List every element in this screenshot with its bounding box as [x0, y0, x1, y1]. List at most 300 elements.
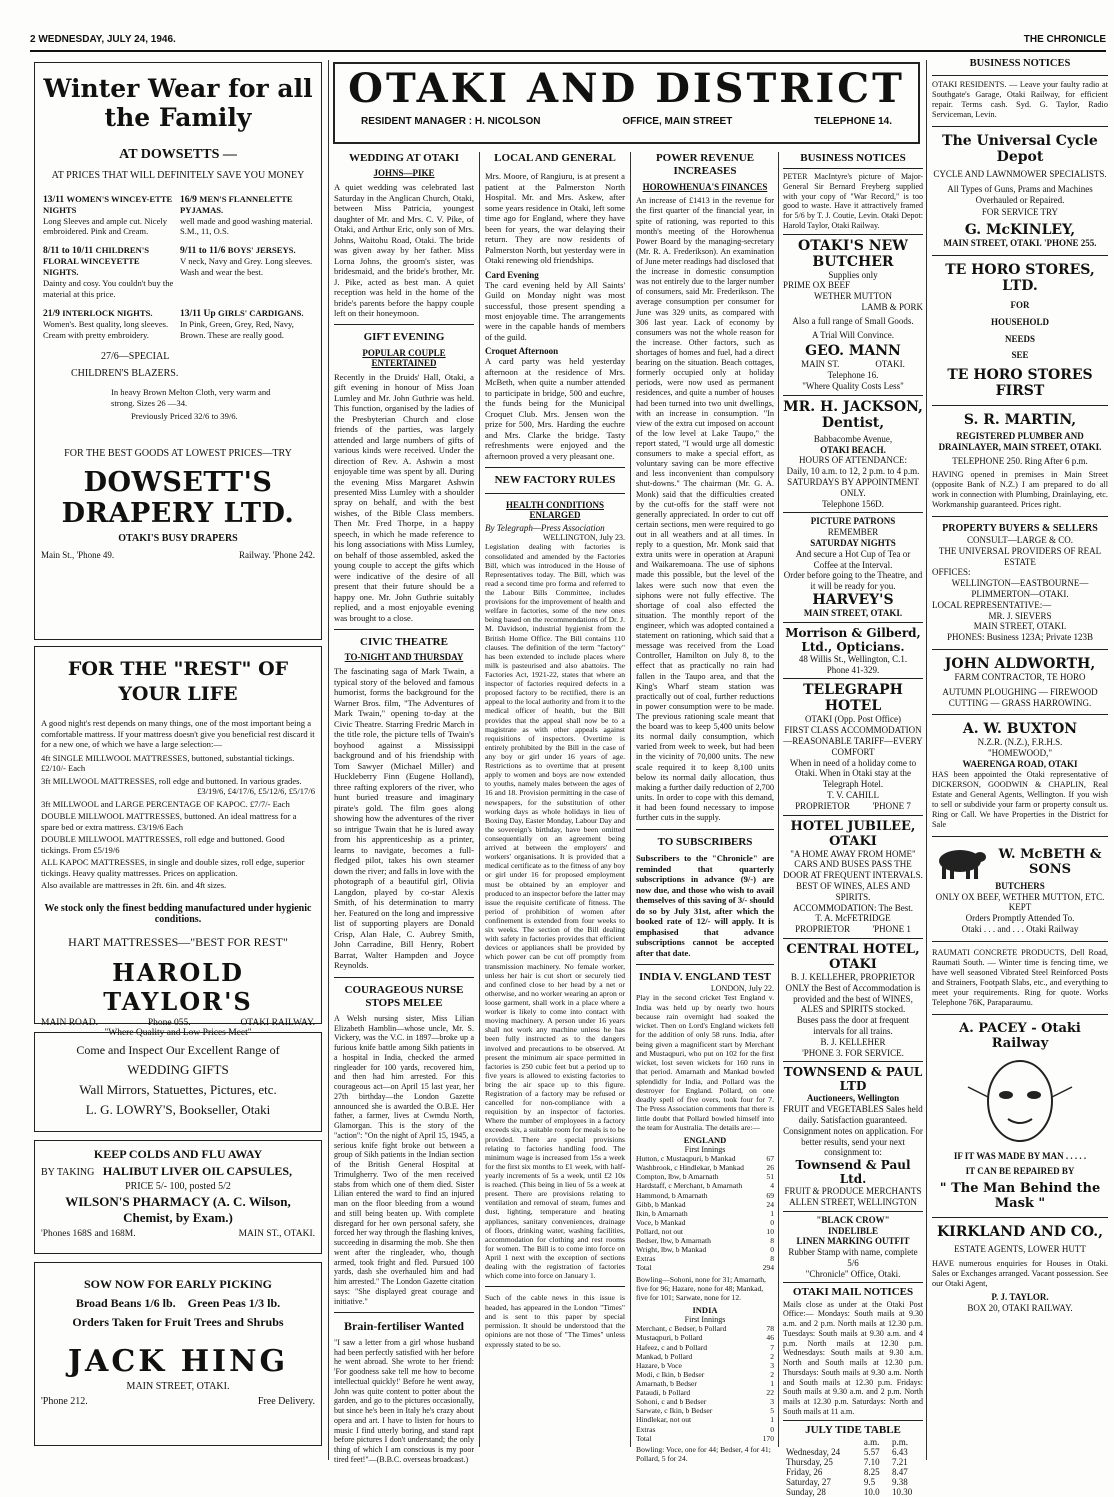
item-name: MEN'S FLANNELETTE PYJAMAS.	[180, 193, 293, 215]
score-runs: 46	[766, 1333, 774, 1343]
civic-text: The fascinating saga of Mark Twain, a typical story of the beloved and famous humorist, forms the background for the Warner Bros. film, "The Adventures of Mark Twain," opening to-day at the Civic Theatre. Starring Fredric March in the title role, the picture tells of Twain's boyhood against a Mississippi background and of his friendship with Tom Sawyer (Michael Miller) and Huckleberry Finn (Eugene Holland), three rafting explorers of the river, who hunt buried treasure and imaginary pirate's gold. The film goes along showing how the adventures of the river so intrigue Twain that he is lured away from his apprenticeship as a printer, learns to navigate, becomes a full-fledged pilot, takes his own steamer down the river; and falls in love with the photograph of a beautiful girl, Olivia Langdon, played by co-star Alexis Smith, of his determination to marry her. Featured on the long and impressive list of supporting players are Donald Crisp, Alan Hale, C. Aubrey Smith, John Carradine, Bill Henry, Robert Barrat, Walter Hampden and Joyce Reynolds.	[334, 666, 474, 971]
gift-head: GIFT EVENING	[363, 331, 445, 344]
martin-line: HAVING opened in premises in Main Street (opposite Bank of N.Z.) I am prepared to do all work in connection with Plumbing, Drainlaying, etc. Workmanship guaranteed. Prices right.	[932, 469, 1108, 509]
score-runs: 78	[766, 1324, 774, 1334]
raumati-notice: RAUMATI CONCRETE PRODUCTS, Dell Road, Raumati South. — Winter time is fencing time, we have well seasoned Vibrated Steel Reinforced Posts and Strainers, Footpath Slabs, etc., and everything to meet your requirements. Ring for quote. Works Telephone 76K, Paraparaumu.	[932, 947, 1108, 1008]
score-batsman: Hazare, b Voce	[636, 1360, 682, 1370]
score-batsman: Hindlekar, not out	[636, 1415, 692, 1425]
score-row	[636, 1361, 774, 1370]
taylor-hart: HART MATTRESSES—"BEST FOR REST"	[68, 934, 288, 949]
crow-line: "BLACK CROW"	[816, 1214, 890, 1225]
townsend-line: FRUIT & PRODUCE MERCHANTS ALLEN STREET, WELLINGTON	[784, 1186, 922, 1207]
score-row	[636, 1163, 774, 1172]
wilson-l1: KEEP COLDS AND FLU AWAY	[93, 1147, 263, 1161]
jubilee-line: "A HOME AWAY FROM HOME"	[790, 848, 916, 859]
mask-line: IF IT WAS MADE BY MAN . . . . .	[953, 1151, 1087, 1162]
lowry-l2: WEDDING GIFTS	[127, 1062, 229, 1077]
score-row	[636, 1388, 774, 1397]
factory-text: Legislation dealing with factories is consolidated and amended by the Factories Bill, which was introduced in the House of Representatives today. The Bill, which was read a second time pro forma and referred to the Labour Bills Committee, includes provisions for the improvement of health and welfare in factories, some of the new ones being based on the recommendations of Dr. J. M. Davidson, industrial hygienist from the British Home Office. The Bill contains 110 clauses. The definition of the term "factory" has been extended to include places where milk is pasteurised and also abattoirs. The Factories Act, 1921-22, states that where an inspector of factories required defects in a proposed factory to be rectified, there is an appeal to the local authority and from it to the medical officer of health, but the Bill provides that the appeal shall now be to a magistrate as with other appeals against requisitions of inspectors. Overtime is entirely prohibited by the Bill in the case of any boy or girl under 16 years of age. Restrictions as to overtime that at present apply to women and boys are now extended to youths, namely males between the ages of 16 and 18. Provision permitting in the case of newspapers, for the substitution of other working days as whole holidays in lieu of Boxing Day, Easter Monday, Labour Day and the sovereign's birthday, have been omitted consequentially on an agreement being arrived at between the employers' and workers' organisations. It is provided that a medical certificate as to the fitness of any boy or girl under 16 for proposed employment must be obtained by an employer and produced to an inspector before the latter may issue the requisite certificate of fitness. The period of prohibition of women after confinement is extended from four weeks to six weeks. The section of the Bill dealing with safety in factories provides that efficient devices or appliances shall be provided by which power can be cut off promptly from transmission machinery. No female worker, unless her hair is cut short or securely tied and confined close to her head by a net or otherwise, and no worker wearing an apron or loose garment, shall work in a place where a worker is likely to come into contact with moving machinery. A person under 16 years shall not work any machine unless he has been fully instructed as to the dangers involved and precautions to be observed. At present the minimum air space permitted in factories is 250 cubic feet but a period up to five years is allowed to existing factories to bring the air space up to this figure. Registration of a factory may be refused or cancelled for non-compliance with a requisition by an inspector of factories. Where the number of employees in a factory exceeds six, a suitable room for meals is to be provided. There are special provisions relating to factories handling food. The minimum wage is increased from 15s a week for the first six months to £1 week, with half-yearly increments of 5s a week, until £2 10s is reached. (This being in lieu of 5s a week at present. There are provisions relating to ventilation and removal of steam, fumes and dust, lighting, temperature and heating appliances, sanitary conveniences, drainage of floors, drinking water, washing facilities, accommodation for clothing and rest rooms for women. The Bill is to come into force on April 1 next with the exception of sections dealing with the registration of factories which come into force on January 1.	[485, 542, 626, 1281]
cycle-line: MAIN STREET, OTAKI. 'PHONE 255.	[943, 238, 1097, 249]
crow-line: INDELIBLE	[827, 1225, 879, 1236]
item-desc: well made and good washing material. S.M., 11, O.S.	[180, 215, 313, 236]
jubilee-line: PROPRIETOR 'PHONE 1	[795, 924, 911, 935]
news-col-4	[783, 152, 923, 1497]
wilson-product: HALIBUT LIVER OIL CAPSULES,	[102, 1164, 293, 1178]
factory-dateline: WELLINGTON, July 23.	[542, 533, 625, 543]
score-batsman: Sohoni, c and b Bedser	[636, 1397, 707, 1407]
picture-line: And secure a Hot Cup of Tea or Coffee at the Interval.	[795, 548, 911, 570]
picture-line: SATURDAY NIGHTS	[810, 538, 896, 549]
buxton-line: HAS been appointed the Otaki representative of DICKERSON, GOODWIN & CHAPLIN, Real Estate and General Agents, Wellington. If you wish to sell or subdivide your farm or property consult us. Ring or Call. We have Properties in the District for Sale	[932, 769, 1108, 829]
tide-am: 8.25	[863, 1466, 880, 1477]
lowry-l1: Come and Inspect Our Excellent Range of	[76, 1043, 280, 1057]
tide-pm: 7.21	[892, 1456, 908, 1467]
col-separator	[778, 152, 779, 1447]
martin-line: REGISTERED PLUMBER AND DRAINLAYER, MAIN STREET, OTAKI.	[938, 431, 1102, 452]
score-runs: 8	[770, 1236, 774, 1246]
item-price: 13/11	[43, 194, 65, 205]
score-runs: 8	[770, 1254, 774, 1264]
item-desc: Dainty and cosy. You couldn't buy the material at this price.	[43, 278, 174, 299]
mann-line: MAIN ST. OTAKI.	[801, 359, 905, 370]
dowsett-blazers-desc: In heavy Brown Melton Cloth, very warm and strong. Sizes 26 —34.	[111, 387, 271, 408]
score-runs: 5	[770, 1406, 774, 1416]
score-batsman: Wright, lbw, b Mankad	[636, 1245, 707, 1255]
right-bn-head: BUSINESS NOTICES	[969, 58, 1071, 69]
telegraph-name: TELEGRAPH HOTEL	[803, 682, 903, 715]
hing-name: JACK HING	[67, 1344, 289, 1379]
local-text: Mrs. Moore, of Rangiuru, is at present a patient at the Palmerston North Hospital. Mr. and Mrs. Askew, after some years residence in Otaki, left some time ago for England, where they have been for years, the war delaying their return. They are now residents of Palmerston North, but yesterday were in Otaki renewing old friendships.	[485, 171, 625, 266]
taylor-line: £3/19/6, £4/17/6, £5/12/6, £5/17/6	[197, 786, 315, 797]
mcbeth-line: ONLY OX BEEF, WETHER MUTTON, ETC. KEPT	[935, 891, 1105, 913]
score-row	[636, 1263, 774, 1272]
score-runs: 2	[770, 1351, 774, 1361]
taylor-addr2: Phone 055.	[147, 1017, 191, 1028]
townsend-line: FRUIT and VEGETABLES Sales held daily. Satisfaction guaranteed. Consignment notes on application. For better results, send your next consignment to:	[783, 1104, 923, 1158]
dowsett-special: 27/6—SPECIAL	[101, 351, 170, 363]
hing-delivery: Free Delivery.	[257, 1396, 315, 1407]
score-batsman: Washbrook, c Hindlekar, b Mankad	[636, 1163, 744, 1173]
hing-phone: 'Phone 212.	[41, 1396, 88, 1407]
score-runs: 3	[770, 1360, 774, 1370]
nurse-head: COURAGEOUS NURSE STOPS MELEE	[344, 983, 464, 1009]
tehoro-line: FOR	[1010, 300, 1030, 311]
kirkland-line: HAVE numerous enquiries for Houses in Otaki. Sales or Exchanges arranged. Vacant possession. See our Otaki Agent,	[932, 1258, 1108, 1289]
card-text: The card evening held by All Saints' Guild on Monday night was most successful, those present spending a most enjoyable time. The arrangements were in the capable hands of members of the guild.	[485, 279, 625, 342]
score-runs: 170	[762, 1433, 774, 1443]
wilson-name: WILSON'S PHARMACY (A. C. Wilson, Chemist, by Exam.)	[65, 1194, 291, 1225]
score-batsman: Extras	[636, 1254, 656, 1264]
butcher-line: A Trial Will Convince.	[812, 329, 894, 340]
buxton-line: WAERENGA ROAD, OTAKI	[962, 758, 1078, 769]
page-header	[30, 34, 1106, 50]
dowsett-blazers: CHILDREN'S BLAZERS.	[71, 368, 179, 380]
item-name: INTERLOCK NIGHTS.	[62, 308, 153, 319]
crow-line: LINEN MARKING OUTFIT	[796, 1236, 910, 1247]
mann-line: "Where Quality Costs Less"	[802, 381, 904, 392]
jubilee-name: HOTEL JUBILEE, OTAKI	[790, 818, 916, 849]
taylor-line: DOUBLE MILLWOOL MATTRESSES, buttoned. An ideal mattress for a spare bed or extra mattress. £3/19/6 Each	[41, 811, 297, 832]
score-runs: 0	[770, 1217, 774, 1227]
townsend-line: Townsend & Paul Ltd.	[795, 1158, 911, 1187]
jackson-line: Babbacombe Avenue,	[813, 433, 893, 444]
score-runs: 22	[766, 1388, 774, 1398]
aldworth-name: JOHN ALDWORTH,	[944, 656, 1096, 672]
jackson-line: Daily, 10 a.m. to 12, 2 p.m. to 4 p.m.	[786, 466, 920, 477]
score-runs: 7	[770, 1342, 774, 1352]
brain-head: Brain-fertiliser Wanted	[344, 1319, 464, 1334]
score-batsman: Ikin, b Amarnath	[636, 1208, 688, 1218]
morrison-line: 48 Willis St., Wellington, C.1.	[798, 653, 908, 664]
hing-l2: Broad Beans 1/6 lb. Green Peas 1/3 lb.	[75, 1296, 281, 1310]
tide-col	[783, 1437, 861, 1447]
dowsett-items	[41, 193, 315, 342]
harvey-name: HARVEY'S	[812, 592, 894, 609]
score-row	[636, 1181, 774, 1190]
dowsett-at: AT DOWSETTS —	[119, 146, 237, 162]
col-separator	[630, 152, 631, 1447]
taylor-line: 3ft MILLWOOL MATTRESSES, roll edge and buttoned. In various grades.	[41, 775, 302, 786]
croquet-text: A card party was held yesterday afternoon at the residence of Mrs. McBeth, when quite a number attended to participate in bridge, 500 and euchre, the funds being for the Municipal Croquet Club. Mrs. Jensen won the prize for 500, Mrs. Harding the euchre and Mrs. Clarke the bridge. Tasty refreshments were enjoyed and the afternoon proved a very pleasant one.	[485, 356, 625, 461]
prop-line: MAIN STREET, OTAKI.	[973, 621, 1067, 632]
score-row	[636, 1434, 774, 1443]
taylor-intro: A good night's rest depends on many things, one of the most important being a comfortable mattress. If your mattress doesn't give you beneficial rest discard it for a new one, of which we have a large selection:—	[41, 718, 315, 750]
martin-line: TELEPHONE 250. Ring After 6 p.m.	[952, 455, 1088, 466]
score-runs: 26	[766, 1163, 774, 1173]
picture-line: Order before going to the Theatre, and it will be ready for you.	[783, 570, 923, 592]
dowsett-tagline: OTAKI'S BUSY DRAPERS	[118, 532, 238, 544]
item-name: BOYS' JERSEYS.	[227, 245, 296, 256]
martin-name: S. R. MARTIN,	[963, 412, 1077, 429]
score-batsman: Total	[636, 1433, 652, 1443]
sub-text: Subscribers to the "Chronicle" are reminded that quarterly subscriptions in advance (9/-) are now due, and those who wish to avail themselves of this saving of 3/- should do so by July 31st, after which the booked rate of 12/- will apply. It is emphasised that advance subscriptions cannot be accepted after that date.	[636, 853, 774, 958]
masthead	[333, 62, 920, 144]
mail-head: OTAKI MAIL NOTICES	[792, 1286, 914, 1299]
taylor-line: ALL KAPOC MATTRESSES, in single and double sizes, roll edge, superior tickings. Heavy quality mattresses. Prices on application.	[41, 857, 305, 878]
central-line: B. J. KELLEHER, PROPRIETOR	[790, 971, 916, 982]
score-row	[636, 1154, 774, 1163]
telegraph-line: T. V. CAHILL	[826, 789, 879, 800]
prop-line: PROPERTY BUYERS & SELLERS	[942, 523, 1098, 535]
peter-notice: PETER MacIntyre's picture of Major-General Sir Bernard Freyberg supplied with your copy of "War Record," is too good to waste. Have it attractively framed for 5/6 by T. J. Coutie, Levin. Otaki Depot: Harold Taylor, Otaki Railway.	[783, 172, 923, 230]
score-batsman: Hutton, c Mustaqpuri, b Mankad	[636, 1154, 736, 1164]
tehoro-line: NEEDS	[1004, 333, 1035, 344]
score-runs: 0	[770, 1245, 774, 1255]
hing-addr: MAIN STREET, OTAKI.	[126, 1381, 230, 1392]
score-runs: 2	[770, 1369, 774, 1379]
taylor-line: 4ft SINGLE MILLWOOL MATTRESSES, buttoned, substantial tickings. £2/10/- Each	[41, 752, 295, 774]
dowsett-prices: AT PRICES THAT WILL DEFINITELY SAVE YOU MONEY	[51, 169, 305, 181]
factory-by: By Telegraph—Press Association	[485, 523, 605, 534]
jubilee-line: BEST OF WINES, ALES AND SPIRITS.	[796, 880, 910, 902]
wilson-phone: 'Phones 168S and 168M.	[41, 1229, 136, 1240]
dowsett-title: Winter Wear for all the Family	[43, 74, 313, 132]
power-text: An increase of £1413 in the revenue for the first quarter of the financial year, in spite of rationing, was reported to this month's meeting of the Horowhenua Power Board by the managing-secretary (Mr. R. A. Frederikson). An examination of June meter readings had disclosed that the increase in domestic consumption was not entirely due to the larger number of consumers, said Mr. Frederikson. The average consumption per consumer for June was 329 units, as compared with 306 last year. Lack of economy by consumers was not the whole reason for the increase. Other factors, such as shortages of homes and fuel, had a direct bearing on the situation. Beach cottages, formerly occupied only at holiday periods, were now used as permanent residences, and quite a number of houses had been turned into two unit dwellings, with an increase in consumption. "In view of the extra cut imposed on account of the low level at Lake Taupo," the report stated, "I would urge all domestic consumers to make a special effort, as voluntary saving can be more effective and less inconvenient than compulsory shut-downs." The chairman (Mr. G. A. Monk) said that the difficulties created by the cut-offs for the staff were not generally appreciated. In order to cut off certain sections, men were required to go out in all weathers and at all times. In reply to a question, Mr. Monk said that extra units were in operation at Arapuni and Waikaremoana. The use of siphons made this possible, but the level of the lakes were such now that even the siphons were not fully effective. The shortage of coal also effected the situation. The monthly report of the engineer, which was adopted contained a statement on rationing, which said that a message was received from the Load Controller, Hamilton on July 8, to the effect that as practically no rain had fallen in the Taupo area, and that the King's Wharf steam station was practically out of coal, further reductions in power consumption were to be made. The previous rationing scale meant that the board was to keep 5,400 units below its normal daily consumption, which varied from week to week, but had been in the vicinity of 70,000 units. The new scale required it to keep 8,100 units below its normal daily allocation, thus making a further daily reduction of 2,700 units. In order to cope with this demand, it had been found necessary to impose further cuts in the supply.	[636, 196, 774, 823]
butcher-line: Also a full range of Small Goods.	[792, 315, 914, 326]
india-scorecard	[636, 1324, 774, 1442]
otaki-residents: OTAKI RESIDENTS. — Leave your faulty radio at Southgate's Garage, Otaki Railway, for efficient repair. Terms cash. Syd. G. Taylor, Radio Serviceman, Levin.	[932, 79, 1108, 119]
eng-sub: First Innings	[684, 1145, 726, 1155]
mail-text: Mails close as under at the Otaki Post Office:— Mondays: South mails at 9.30 a.m. and 2 p.m. North mails at 12.30 p.m. Tuesdays: South mails at 9.30 a.m. and 4 p.m. North mails at 12.30 p.m. Wednesdays: South mails at 9.30 a.m. North and South mails at 12.30 p.m. Thursdays: South mails at 9.30 a.m. North and South mails at 12.30 p.m. Fridays: South mails at 9.30 a.m. and 2 p.m. North mails at 12.30 p.m. Saturdays: North and South mails at 11 a.m.	[783, 1299, 923, 1416]
central-line: 'PHONE 3. FOR SERVICE.	[802, 1047, 904, 1058]
wilson-ad	[34, 1140, 322, 1254]
cricket-head: INDIA V. ENGLAND TEST	[638, 971, 772, 984]
score-row	[636, 1425, 774, 1434]
score-batsman: Hardstaff, c Merchant, b Amarnath	[636, 1181, 743, 1191]
morrison-line: Phone 41-329.	[826, 664, 880, 675]
header-rule	[30, 50, 1106, 52]
score-row	[636, 1200, 774, 1209]
telegraph-line: OTAKI (Opp. Post Office)	[804, 714, 902, 725]
dowsett-addr-right: Railway. 'Phone 242.	[238, 549, 315, 560]
masthead-phone: TELEPHONE 14.	[814, 116, 892, 127]
score-runs: 24	[766, 1199, 774, 1209]
wedding-sub: JOHNS—PIKE	[373, 168, 435, 179]
score-row	[636, 1406, 774, 1415]
prop-line: LOCAL REPRESENTATIVE:—	[932, 599, 1052, 610]
buxton-line: N.Z.R. (N.Z.), F.R.H.S.	[977, 737, 1063, 748]
item-price: 21/9	[43, 309, 60, 320]
central-name: CENTRAL HOTEL, OTAKI	[786, 941, 920, 972]
mann-line: Telephone 16.	[827, 370, 879, 381]
score-batsman: Mustaqpuri, b Pollard	[636, 1333, 703, 1343]
power-sub: HOROWHENUA'S FINANCES	[642, 182, 768, 193]
tehoro-line: TE HORO STORES FIRST	[947, 367, 1093, 400]
right-col	[932, 58, 1108, 1450]
jackson-line: Telephone 156D.	[822, 498, 884, 509]
prop-line: THE UNIVERSAL PROVIDERS OF REAL ESTATE	[938, 545, 1102, 567]
score-row	[636, 1209, 774, 1218]
hing-l3: Orders Taken for Fruit Trees and Shrubs	[72, 1315, 284, 1329]
score-row	[636, 1218, 774, 1227]
cricket-dateline: LONDON, July 22.	[710, 984, 774, 994]
hing-l1: SOW NOW FOR EARLY PICKING	[83, 1277, 273, 1291]
townsend-name: TOWNSEND & PAUL LTD	[783, 1065, 923, 1094]
score-row	[636, 1397, 774, 1406]
taylor-addr3: OTAKI RAILWAY.	[240, 1017, 315, 1028]
lowry-l3: Wall Mirrors, Statuettes, Pictures, etc.	[79, 1082, 277, 1097]
tide-day: Friday, 26	[786, 1466, 823, 1477]
england-scorecard	[636, 1154, 774, 1272]
score-batsman: Hafeez, c and b Pollard	[636, 1342, 708, 1352]
gift-sub: POPULAR COUPLE ENTERTAINED	[362, 347, 446, 368]
dowsett-store: DOWSETT'S DRAPERY LTD.	[61, 466, 295, 529]
cricket-text: Play in the second cricket Test England v. India was held up by nearly two hours because rain overnight had soaked the wicket. Then on Lord's England wickets fell for the addition of only 58 runs. India, after being given a magnificent start by Merchant and Mustaqpuri, who put on 102 for the first wicket, lost seven wickets for 160 runs in that period. Amarnath and Mankad bowled splendidly for India, and Pollard was the destroyer for England. Pollard, on one deadly spell of five overs, took four for 7. The Press Association comments that there is little doubt that Pollard bowled himself into the team for Australia. The details are:—	[636, 993, 774, 1132]
eng-head: ENGLAND	[683, 1135, 727, 1146]
score-batsman: Gibb, b Mankad	[636, 1199, 686, 1209]
telegraph-line: PROPRIETOR 'PHONE 7	[795, 800, 911, 811]
score-row	[636, 1370, 774, 1379]
kirkland-line: BOX 20, OTAKI RAILWAY.	[967, 1302, 1073, 1313]
eng-bowling: Bowling—Sohoni, none for 31; Amarnath, five for 96; Hazare, none for 48; Mankad, five for 101; Sarwate, none for 12.	[636, 1274, 766, 1303]
brain-text: "I saw a letter from a girl whose husband had been perfectly satisfied with her before he went abroad. She wrote to her friend: 'For goodness sake tell me how to become intellectual quickly!' Before he went away, John was quite content to potter about the garden, and go to the pictures occasionally, but since he's been in Italy he's crazy about opera and art. I have to listen for hours to music I find utterly boring, and stand rapt before pictures I don't understand; the only thing of which I am conscious is my poor tired feet!"—(B.B.C. overseas broadcast.)	[334, 1337, 474, 1464]
item-price: 9/11 to 11/6	[180, 246, 226, 257]
masthead-manager: RESIDENT MANAGER : H. NICOLSON	[361, 116, 541, 127]
taylor-name: HAROLD TAYLOR'S	[103, 957, 253, 1016]
local-head: LOCAL AND GENERAL	[494, 152, 616, 164]
score-runs: 1	[770, 1208, 774, 1218]
score-batsman: Total	[636, 1263, 652, 1273]
score-runs: 294	[762, 1263, 774, 1273]
item-desc: Long Sleeves and ample cut. Nicely embroidered. Pink and Cream.	[43, 215, 168, 236]
masthead-title: OTAKI AND DISTRICT	[348, 65, 905, 112]
score-runs: 1	[770, 1415, 774, 1425]
jackson-name: MR. H. JACKSON, Dentist,	[783, 398, 923, 431]
jubilee-line: ACCOMMODATION: The Best.	[792, 902, 914, 913]
factory-sub: HEALTH CONDITIONS ENLARGED	[506, 500, 604, 521]
score-runs: 0	[770, 1424, 774, 1434]
jubilee-line: T. A. McFETRIDGE	[815, 913, 891, 924]
mann-name: GEO. MANN	[805, 343, 901, 360]
score-batsman: Pataudi, b Pollard	[636, 1388, 691, 1398]
mask-illustration	[960, 1057, 1080, 1145]
buxton-line: "HOMEWOOD,"	[987, 748, 1053, 759]
times-note: Such of the cable news in this issue is headed, has appeared in the London "Times" and is sent to this paper by special permission. It should be understood that the opinions are not those of "The Times" unless expressly stated to be so.	[485, 1293, 625, 1349]
factory-head: NEW FACTORY RULES	[494, 474, 616, 487]
ind-head: INDIA	[692, 1305, 718, 1316]
score-row	[636, 1172, 774, 1181]
hing-ad	[34, 1262, 322, 1446]
butcher-line: WETHER MUTTON	[813, 291, 893, 302]
score-row	[636, 1333, 774, 1342]
score-runs: 51	[766, 1172, 774, 1182]
taylor-motto: "Where Quality and Low Prices Meet"	[104, 1027, 252, 1038]
harvey-line: MAIN STREET, OTAKI.	[803, 608, 903, 619]
pacey-name: A. PACEY - Otaki Railway	[959, 1021, 1081, 1052]
score-row	[636, 1379, 774, 1388]
tide-col: p.m.	[892, 1436, 909, 1447]
tide-am: 7.10	[863, 1456, 880, 1467]
wedding-text: A quiet wedding was celebrated last Saturday in the Anglican Church, Otaki, between Miss Patricia, youngest daughter of Mr. and Mrs. C. V. Pike, of Otaki, and Arthur Eric, only son of Mrs. Johns, Waitohu Road, Otaki. The bride was given away by her father. Miss Lorna Johns, the groom's sister, was bridesmaid, and the bride's brother, Mr. J. Pike, acted as best man. A quiet reception was held in the home of the bride's parents before the happy couple left on their honeymoon.	[334, 182, 474, 318]
score-row	[636, 1343, 774, 1352]
butcher-line: Supplies only	[828, 269, 878, 280]
kirkland-line: P. J. TAYLOR.	[991, 1292, 1049, 1303]
score-batsman: Compton, lbw, b Amarnath	[636, 1172, 719, 1182]
score-row	[636, 1415, 774, 1424]
news-col-2	[485, 152, 625, 1447]
lowry-l4: L. G. LOWRY'S, Bookseller, Otaki	[85, 1102, 271, 1117]
mcbeth-line: Otaki . . . and . . . Otaki Railway	[961, 923, 1079, 934]
bull-icon	[932, 843, 988, 881]
score-runs: 4	[770, 1181, 774, 1191]
power-head: POWER REVENUE INCREASES	[655, 152, 755, 178]
townsend-line: Auctioneers, Wellington	[806, 1093, 900, 1104]
score-row	[636, 1254, 774, 1263]
aldworth-line: FARM CONTRACTOR, TE HORO	[954, 672, 1086, 682]
crow-line: 5/6	[847, 1257, 859, 1268]
cycle-line: FOR SERVICE TRY	[981, 207, 1059, 218]
dowsett-blazers-prev: Previously Priced 32/6 to 39/6.	[131, 411, 238, 422]
mcbeth-line: Orders Promptly Attended To.	[965, 913, 1075, 924]
item-price: 13/11 Up	[180, 309, 216, 320]
kirkland-name: KIRKLAND AND CO.,	[937, 1224, 1103, 1241]
col-separator	[926, 60, 927, 1460]
gift-text: Recently in the Druids' Hall, Otaki, a gift evening in honour of Miss Joan Lumley and Mr. John Guthrie was held. This function, organised by the ladies of the Presbyterian Church and close friends of the parties, was largely attended and large numbers of gifts of various kinds were received. Under the direction of Rev. A. Ashwin a most enjoyable time was spent by all. During the evening Miss Margaret Ashwin presented Miss Lumley with a shoulder spray on behalf, and with the best wishes, of the Bible Class members. Then Mr. Fred Thorpe, in a happy speech, in which he made reference to his long associations with Miss Lumley, on behalf of those assembled, asked the young couple to accept the gifts which were indicative of the desire of all present that their future should be a happy one. Mr. John Guthrie suitably replied, and a most enjoyable evening was brought to a close.	[334, 371, 474, 623]
prop-line: CONSULT—LARGE & CO.	[967, 535, 1073, 546]
nurse-text: A Welsh nursing sister, Miss Lilian Elizabeth Hamblin—whose uncle, Mr. S. Vickery, was the V.C. in 1897—broke up a furious knife battle among Sikh patients in a hospital in India, checked the armed ringleader for 100 yards, recovered him, and then had him arrested. For this courageous act—on April 15 last year, her 27th birthday—the London Gazette announced she is awarded the O.B.E. Her father, a farmer, lives at Cwmdu North, Glamorgan. This is the story of the "action": "On the night of April 15, 1945, a serious knife fight broke out between a group of Sikh patients in the Indian section of the British General Hospital at Trimulgherry. Two of the men received stabs from which one of them died. Sister Lilian entered the ward to find an injured man on the floor bleeding from a wound and still being beaten up. With complete disregard for her own personal safety, she forced her way through the flashing knives, succeeding in disarming the mob. She then went after the ringleader, who, though armed, took fright and fled. Pursued 100 yards, dash she overhauled him and had him arrested." The London Gazette citation says: "She displayed great courage and initiative."	[334, 1013, 474, 1306]
tehoro-line: HOUSEHOLD	[990, 316, 1049, 327]
ind-sub: First Innings	[684, 1315, 726, 1325]
taylor-addr1: MAIN ROAD.	[41, 1017, 98, 1028]
score-batsman: Pollard, not out	[636, 1227, 684, 1236]
news-col-3	[636, 152, 774, 1463]
score-row	[636, 1236, 774, 1245]
taylor-title: FOR THE "REST" OF YOUR LIFE	[67, 658, 289, 705]
tide-am: 5.57	[863, 1446, 880, 1457]
telegraph-line: When in need of a holiday come to Otaki. When in Otaki stay at the Telegraph Hotel.	[789, 757, 917, 790]
taylor-line: DOUBLE MILLWOOL MATTRESSES, roll edge and buttoned. Good tickings. From £5/19/6	[41, 834, 285, 855]
taylor-line: 3ft MILLWOOL and LARGE PERCENTAGE OF KAPOC. £7/7/- Each	[41, 798, 290, 809]
score-batsman: Bedser, lbw, b Amarnath	[636, 1236, 711, 1246]
score-runs: 10	[766, 1227, 774, 1236]
morrison-name: Morrison & Gilberd, Ltd., Opticians.	[785, 625, 921, 654]
central-line: ONLY the Best of Accommodation is provided and the best of WINES, ALES and SPIRITS stocked.	[785, 982, 921, 1015]
wedding-head: WEDDING AT OTAKI	[348, 152, 460, 164]
item-desc: In Pink, Green, Grey, Red, Navy, Brown. These are really good.	[180, 319, 294, 340]
tide-pm: 9.38	[892, 1476, 908, 1487]
col-separator	[328, 60, 329, 1460]
jackson-line: HOURS OF ATTENDANCE:	[798, 455, 907, 466]
score-runs: 69	[766, 1190, 774, 1200]
score-runs: 1	[770, 1378, 774, 1388]
item-name: WOMEN'S WINCEY-ETTE NIGHTS	[43, 193, 173, 215]
buxton-name: A. W. BUXTON	[962, 721, 1078, 738]
kirkland-line: ESTATE AGENTS, LOWER HUTT	[954, 1244, 1086, 1255]
picture-line: REMEMBER	[827, 527, 879, 538]
butcher-line: PRIME OX BEEF	[783, 280, 851, 291]
crow-line: Rubber Stamp with name, complete	[788, 1247, 918, 1258]
tide-am: 10.0	[863, 1486, 880, 1497]
news-col-1	[334, 152, 474, 1464]
prop-line: PHONES: Business 123A; Private 123B	[946, 632, 1093, 643]
butcher-line: LAMB & PORK	[861, 302, 923, 313]
central-line: B. J. KELLEHER	[820, 1036, 886, 1047]
tide-head: JULY TIDE TABLE	[805, 1423, 901, 1436]
sub-head: TO SUBSCRIBERS	[657, 836, 753, 849]
jackson-line: SATURDAYS BY APPOINTMENT ONLY.	[787, 477, 919, 498]
crow-line: "Chronicle" Office, Otaki.	[805, 1268, 901, 1279]
tide-day: Saturday, 27	[786, 1476, 831, 1487]
score-batsman: Merchant, c Bedser, b Pollard	[636, 1324, 727, 1334]
prop-line: OFFICES:	[932, 567, 971, 578]
tide-pm: 6.43	[892, 1446, 908, 1457]
taylor-stock: We stock only the finest bedding manufactured under hygienic conditions.	[44, 902, 312, 925]
score-batsman: Sarwate, c Ikin, b Bedser	[636, 1406, 713, 1416]
tide-day: Thursday, 25	[786, 1456, 833, 1467]
card-head: Card Evening	[485, 269, 539, 280]
item-price: 16/9	[180, 194, 197, 205]
wilson-addr: MAIN ST., OTAKI.	[238, 1229, 315, 1240]
mask-icon	[960, 1057, 1080, 1145]
score-row	[636, 1352, 774, 1361]
croquet-head: Croquet Afternoon	[485, 346, 559, 357]
aldworth-line: AUTUMN PLOUGHING — FIREWOOD CUTTING — GRASS HARROWING.	[942, 686, 1098, 708]
paper-name: THE CHRONICLE	[1023, 34, 1106, 45]
item-desc: Women's. Best quality, long sleeves. Cream with pretty embroidery.	[43, 319, 169, 340]
prop-line: MR. J. SIEVERS	[988, 610, 1052, 621]
ind-bowling: Bowling: Voce, one for 44; Bedser, 4 for 41; Pollard, 5 for 24.	[636, 1444, 771, 1463]
item-price: 8/11 to 10/11	[43, 246, 94, 257]
civic-head: CIVIC THEATRE	[360, 636, 448, 649]
col-separator	[479, 152, 480, 1447]
lowry-ad	[34, 1032, 322, 1132]
score-row	[636, 1227, 774, 1236]
tide-day: Sunday, 28	[786, 1486, 826, 1497]
score-row	[636, 1245, 774, 1254]
tide-col: a.m.	[863, 1436, 880, 1447]
score-batsman: Modi, c Ikin, b Bedser	[636, 1369, 705, 1379]
mcbeth-name: W. McBETH & SONS	[998, 846, 1102, 877]
